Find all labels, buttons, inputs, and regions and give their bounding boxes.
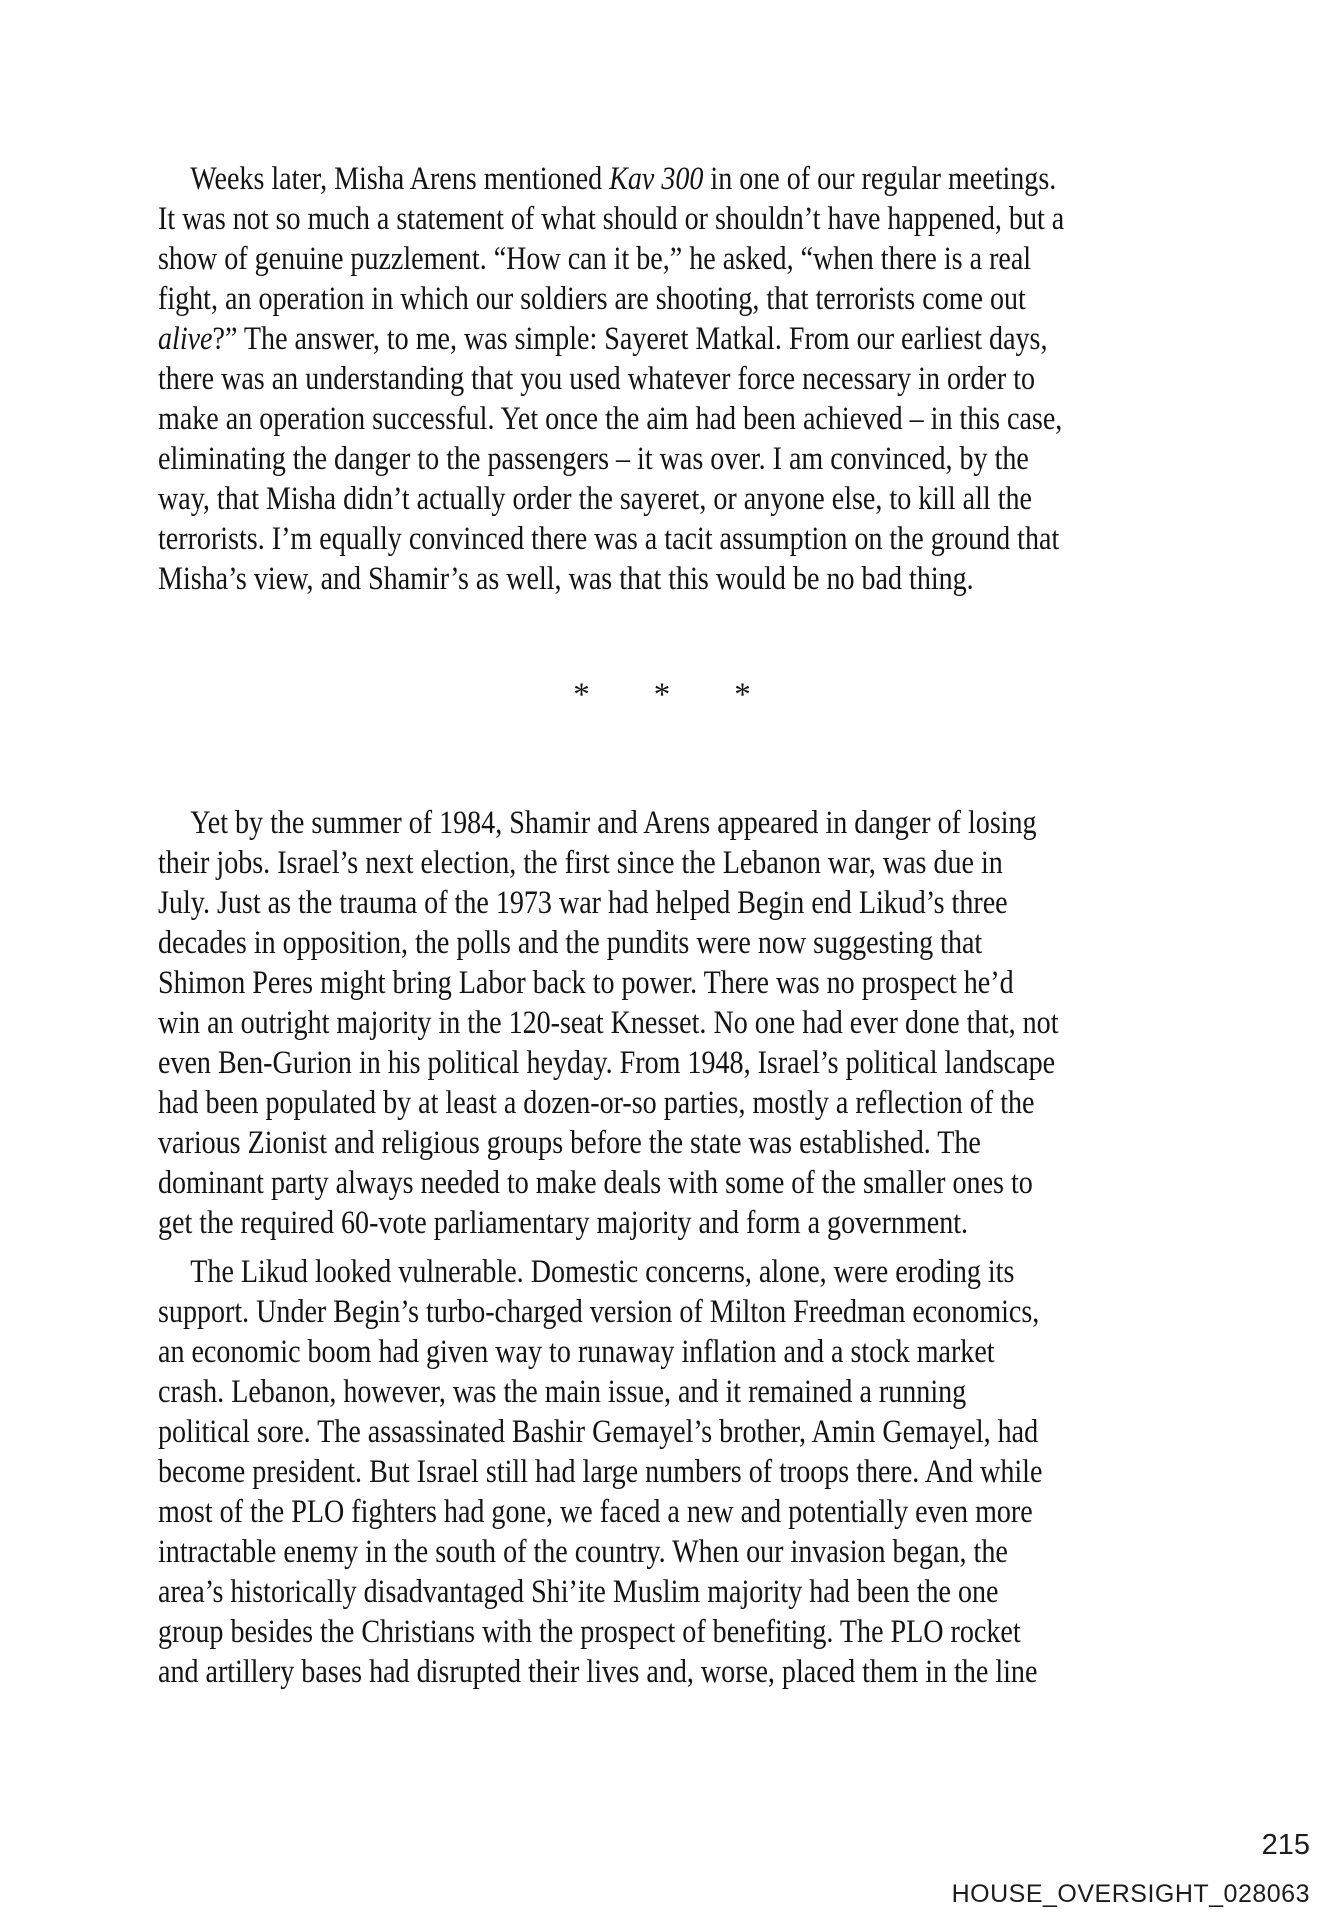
text-line: eliminating the danger to the passengers – it was over. I am convinced, by the — [158, 441, 1029, 477]
text-line: Yet by the summer of 1984, Shamir and Arens appeared in danger of losing — [190, 805, 1037, 841]
text-line: fight, an operation in which our soldiers are shooting, that terrorists come out — [158, 281, 1026, 317]
text-line: The Likud looked vulnerable. Domestic concerns, alone, were eroding its — [190, 1254, 1015, 1290]
paragraph — [158, 803, 1166, 1243]
text-line: alive?” The answer, to me, was simple: Sayeret Matkal. From our earliest days, — [158, 321, 1048, 357]
text-line: Shimon Peres might bring Labor back to power. There was no prospect he’d — [158, 965, 1014, 1001]
text-line: most of the PLO fighters had gone, we faced a new and potentially even more — [158, 1494, 1033, 1530]
paragraph — [158, 159, 1166, 599]
text-line: support. Under Begin’s turbo-charged version of Milton Freedman economics, — [158, 1294, 1040, 1330]
text-line: and artillery bases had disrupted their lives and, worse, placed them in the line — [158, 1654, 1038, 1690]
text-line: an economic boom had given way to runaway inflation and a stock market — [158, 1334, 995, 1370]
page-body — [158, 159, 1166, 1692]
text-line: become president. But Israel still had large numbers of troops there. And while — [158, 1454, 1043, 1490]
section-2 — [158, 803, 1166, 1692]
paragraph — [158, 1252, 1166, 1692]
page-number: 215 — [1261, 1829, 1310, 1861]
text-line: even Ben-Gurion in his political heyday. From 1948, Israel’s political landscape — [158, 1045, 1056, 1081]
text-line: decades in opposition, the polls and the pundits were now suggesting that — [158, 925, 983, 961]
text-line: dominant party always needed to make deals with some of the smaller ones to — [158, 1165, 1033, 1201]
text-line: various Zionist and religious groups before the state was established. The — [158, 1125, 981, 1161]
text-line: win an outright majority in the 120-seat Knesset. No one had ever done that, not — [158, 1005, 1059, 1041]
text-line: had been populated by at least a dozen-or-so parties, mostly a reflection of the — [158, 1085, 1035, 1121]
text-line: group besides the Christians with the prospect of benefiting. The PLO rocket — [158, 1614, 1021, 1650]
text-line: intractable enemy in the south of the country. When our invasion began, the — [158, 1534, 1008, 1570]
text-line: July. Just as the trauma of the 1973 war had helped Begin end Likud’s three — [158, 885, 1008, 921]
text-line: area’s historically disadvantaged Shi’ite Muslim majority had been the one — [158, 1574, 999, 1610]
text-line: terrorists. I’m equally convinced there was a tacit assumption on the ground that — [158, 521, 1060, 557]
text-line: get the required 60-vote parliamentary majority and form a government. — [158, 1205, 969, 1241]
text-line: crash. Lebanon, however, was the main issue, and it remained a running — [158, 1374, 967, 1410]
text-line: way, that Misha didn’t actually order the sayeret, or anyone else, to kill all the — [158, 481, 1032, 517]
text-line: their jobs. Israel’s next election, the first since the Lebanon war, was due in — [158, 845, 1003, 881]
text-line: It was not so much a statement of what should or shouldn’t have happened, but a — [158, 201, 1065, 237]
text-line: make an operation successful. Yet once the aim had been achieved – in this case, — [158, 401, 1063, 437]
text-line: show of genuine puzzlement. “How can it be,” he asked, “when there is a real — [158, 241, 1032, 277]
asterisk: * — [573, 677, 590, 713]
section-break-asterisks — [158, 670, 1166, 713]
text-line: Weeks later, Misha Arens mentioned Kav 300 in one of our regular meetings. — [190, 161, 1057, 197]
section-1 — [158, 159, 1166, 599]
asterisk: * — [653, 677, 671, 713]
bates-stamp: HOUSE_OVERSIGHT_028063 — [951, 1880, 1310, 1908]
text-line: political sore. The assassinated Bashir Gemayel’s brother, Amin Gemayel, had — [158, 1414, 1039, 1450]
text-line: there was an understanding that you used whatever force necessary in order to — [158, 361, 1036, 397]
asterisk: * — [734, 677, 751, 713]
text-line: Misha’s view, and Shamir’s as well, was that this would be no bad thing. — [158, 561, 974, 597]
